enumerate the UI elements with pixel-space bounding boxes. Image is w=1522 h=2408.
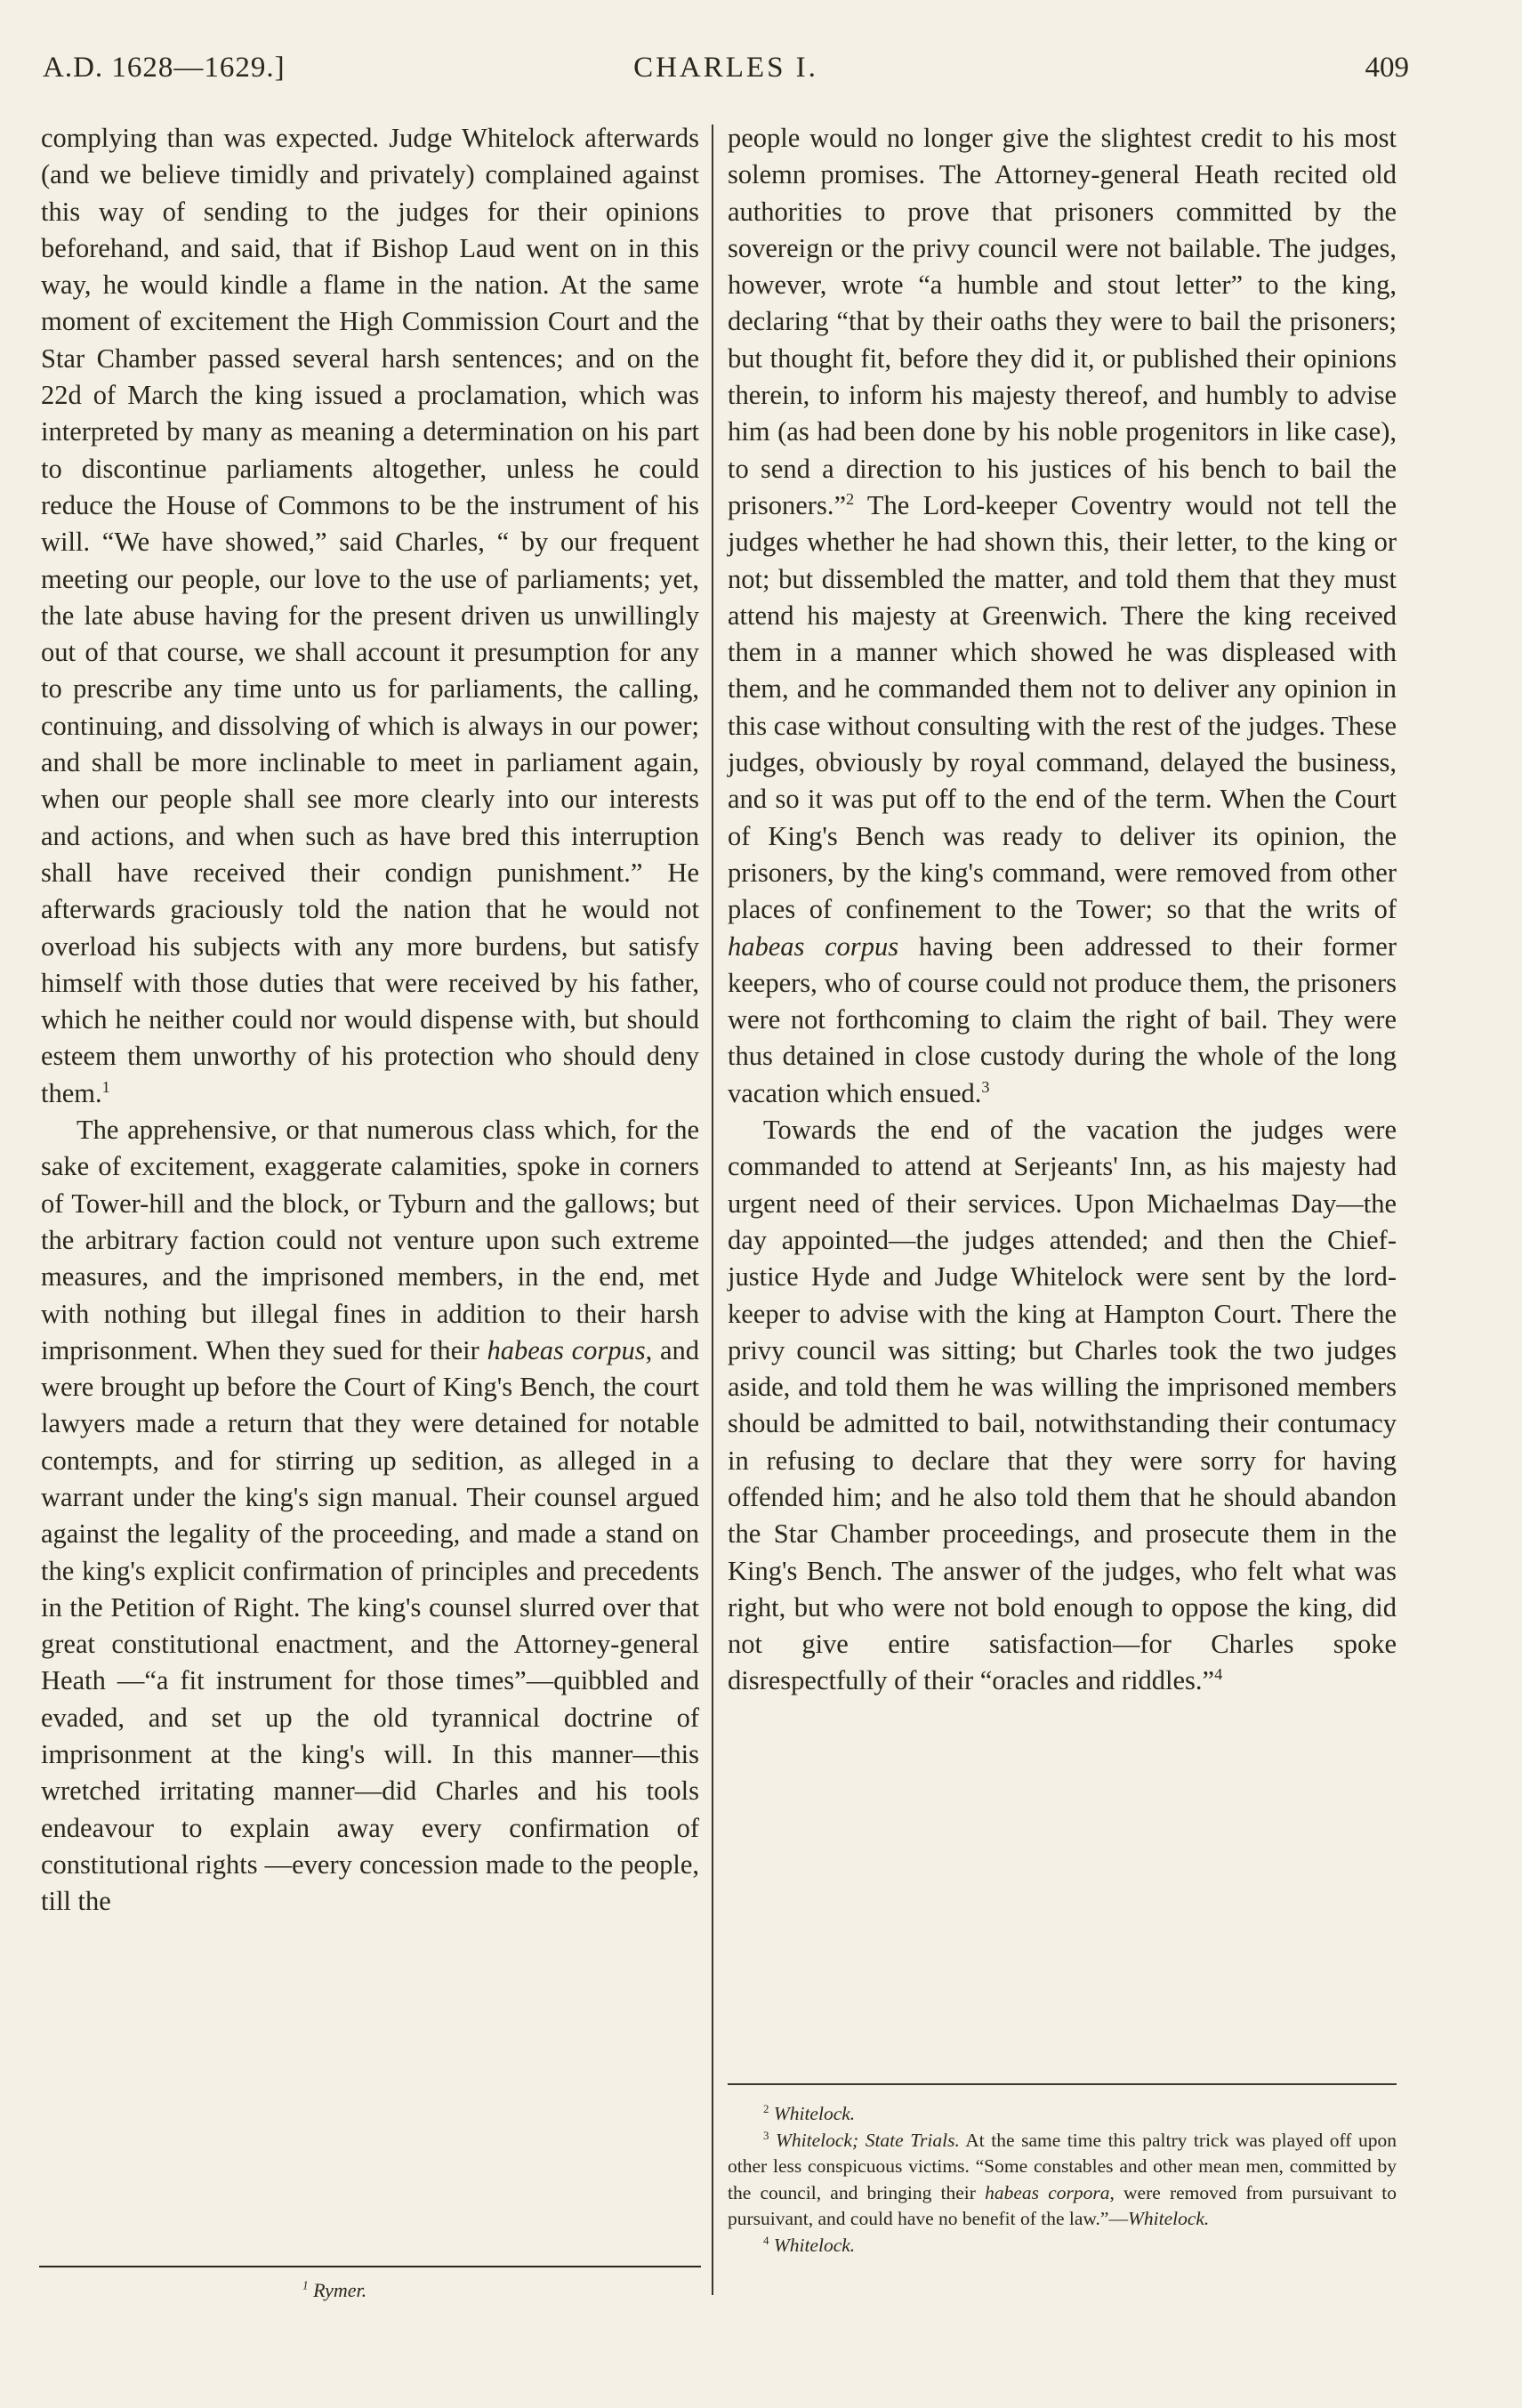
left-paragraph-2: The apprehensive, or that numerous class which, for the sake of excitement, exaggerate calamities, spoke in corners of Tower-hill and the block, or Tyburn and the gallows; but the arbitrary faction could not venture upon such extreme measures, and the imprisoned members, in the end, met with nothing but illegal fines in addition to their harsh imprisonment. When they sued for their habeas corpus, and were brought up before the Court of King's Bench, the court lawyers made a return that they were detained for notable contempts, and for stirring up sedition, as alleged in a warrant under the king's sign manual. Their counsel argued against the legality of the proceeding, and made a stand on the king's explicit confirmation of principles and precedents in the Petition of Right. The king's counsel slurred over that great constitutional enactment, and the Attorney-general Heath —“a fit instrument for those times”—quibbled and evaded, and set up the old tyrannical doctrine of imprisonment at the king's will. In this manner—this wretched irritating manner—did Charles and his tools endeavour to explain away every confirmation of constitutional rights —every concession made to the people, till the (41, 1115, 699, 1917)
footnote-ref-4: 4 (1214, 1665, 1223, 1684)
right-footnotes (728, 2101, 1397, 2259)
habeas-corpus-term: habeas corpus (487, 1334, 646, 1365)
left-paragraph-1: complying than was expected. Judge Whitelock afterwards (and we believe timidly and privately) complained against this way of sending to the judges for their opinions beforehand, and said, that if Bishop Laud went on in this way, he would kindle a flame in the nation. At the same moment of excitement the High Commission Court and the Star Chamber passed several harsh sentences; and on the 22d of March the king issued a proclamation, which was interpreted by many as meaning a determination on his part to discontinue parliaments altogether, unless he could reduce the House of Commons to be the instrument of his will. “We have showed,” said Charles, “ by our frequent meeting our people, our love to the use of parliaments; yet, the late abuse having for the present driven us unwillingly out of that course, we shall account it presumption for any to prescribe any time unto us for parliaments, the calling, continuing, and dissolving of which is always in our power; and shall be more inclinable to meet in parliament again, when our people shall see more clearly into our interests and actions, and when such as have bred this interruption shall have received their condign punishment.” He afterwards graciously told the nation that he would not overload his subjects with any more burdens, but satisfy himself with those duties that were received by his father, which he neither could nor would dispense with, but should esteem them unworthy of his protection who should deny them.$^1$ (41, 123, 699, 1108)
right-column (728, 120, 1397, 2077)
right-paragraph-1: people would no longer give the slightest credit to his most solemn promises. The Attorney-general Heath recited old authorities to prove that prisoners committed by the sovereign or the privy council were not bailable. The judges, however, wrote “a humble and stout letter” to the king, declaring “that by their oaths they were to bail the prisoners; but thought fit, before they did it, or published their opinions therein, to inform his majesty thereof, and humbly to advise him (as had been done by his noble progenitors in like case), to send a direction to his justices of his bench to bail the prisoners.”$^2$ The Lord-keeper Coventry would not tell the judges whether he had shown this, their letter, to the king or not; but dissembled the matter, and told them that they must attend his majesty at Greenwich. There the king received them in a manner which showed he was displeased with them, and he commanded them not to deliver any opinion in this case without consulting with the rest of the judges. These judges, obviously by royal command, delayed the business, and so it was put off to the end of the term. When the Court of King's Bench was ready to deliver its opinion, the prisoners, by the king's command, were removed from other places of confinement to the Tower; so that the writs of habeas corpus having been addressed to their former keepers, who of course could not produce them, the prisoners were not forthcoming to claim the right of bail. They were thus detained in close custody during the whole of the long vacation which ensued.$^3$ (728, 123, 1397, 1108)
right-footnote-rule (728, 2083, 1397, 2085)
footnote-ref-1: 1 (101, 1077, 110, 1096)
page-number: 409 (1365, 52, 1409, 84)
habeas-corpus-term: habeas corpus (728, 930, 899, 962)
footnote-1: $^1$ Rymer. (302, 2278, 367, 2301)
left-column (41, 120, 699, 2264)
column-divider (712, 125, 713, 2295)
footnote-ref-3: 3 (981, 1077, 990, 1096)
header-date-range: A.D. 1628—1629.] (43, 52, 286, 84)
left-footnote-rule (39, 2266, 701, 2267)
footnote-ref-2: 2 (845, 489, 855, 508)
right-paragraph-2: Towards the end of the vacation the judges were commanded to attend at Serjeants' Inn, as his majesty had urgent need of their services. Upon Michaelmas Day—the day appointed—the judges attended; and then the Chief-justice Hyde and Judge Whitelock were sent by the lord-keeper to advise with the king at Hampton Court. There the privy council was sitting; but Charles took the two judges aside, and told them he was willing the imprisoned members should be admitted to bail, notwithstanding their contumacy in refusing to declare that they were sorry for having offended him; and he also told them that he should abandon the Star Chamber proceedings, and prosecute them in the King's Bench. The answer of the judges, who felt what was right, but who were not bold enough to oppose the king, did not give entire satisfaction—for Charles spoke disrespectfully of their “oracles and riddles.”$^4$ (728, 1115, 1397, 1696)
footnote-4: $^4$ Whitelock. (763, 2234, 856, 2256)
footnote-2: $^2$ Whitelock. (763, 2102, 856, 2124)
footnote-3: $^3$ Whitelock; State Trials. At the same time this paltry trick was played off upon other less conspicuous victims. “Some constables and other mean men, committed by the council, and bringing their habeas corpora, were removed from pursuivant to pursuivant, and could have no benefit of the law.”—Whitelock. (728, 2129, 1397, 2229)
running-header (43, 52, 1409, 91)
header-title: CHARLES I. (633, 52, 818, 84)
